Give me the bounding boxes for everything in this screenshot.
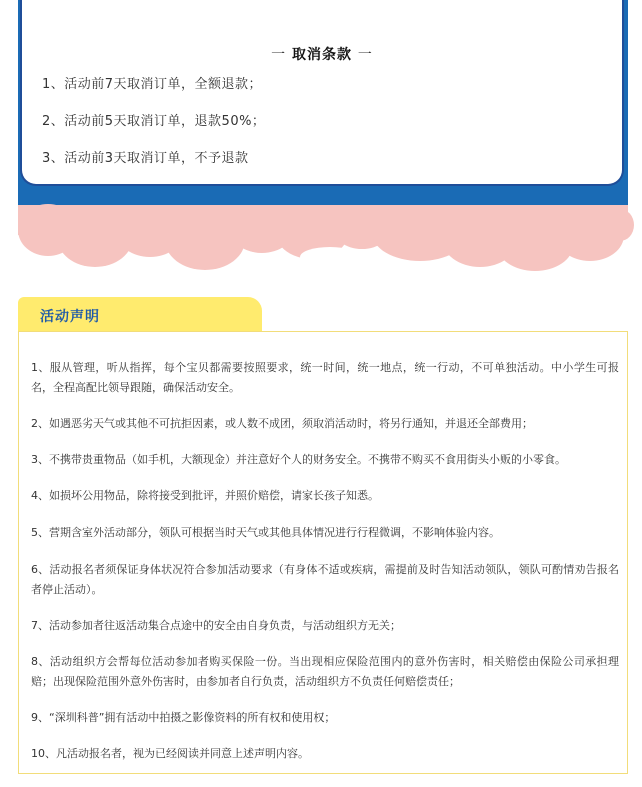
cancel-term-item: 1、活动前7天取消订单，全额退款； bbox=[42, 77, 263, 92]
title-dash-right: 一 bbox=[357, 47, 373, 63]
statement-item: 8、活动组织方会帮每位活动参加者购买保险一份。当出现相应保险范围内的意外伤害时，相关赔偿由保险公司承担理赔；出现保险范围外意外伤害时，由参加者自行负责，活动组织方不负责任何赔偿责任； bbox=[31, 655, 619, 688]
cancel-term-item: 3、活动前3天取消订单，不予退款 bbox=[42, 151, 249, 166]
cancel-term-item: 2、活动前5天取消订单，退款50%； bbox=[42, 114, 266, 129]
statement-tab bbox=[18, 297, 262, 333]
statement-item: 1、服从管理，听从指挥，每个宝贝都需要按照要求，统一时间，统一地点，统一行动，不可单独活动。中小学生可报名，全程高配比领导跟随，确保活动安全。 bbox=[31, 361, 619, 394]
cancel-terms-card bbox=[20, 0, 624, 186]
statement-title: 活动声明 bbox=[40, 309, 100, 325]
statement-item: 10、凡活动报名者，视为已经阅读并同意上述声明内容。 bbox=[31, 747, 309, 760]
statement-item: 5、营期含室外活动部分，领队可根据当时天气或其他具体情况进行行程微调，不影响体验内容。 bbox=[31, 526, 500, 539]
cancel-terms-title-text: 取消条款 bbox=[292, 47, 352, 63]
statement-panel bbox=[18, 331, 628, 774]
statement-item: 6、活动报名者须保证身体状况符合参加活动要求（有身体不适或疾病，需提前及时告知活动领队，领队可酌情劝告报名者停止活动）。 bbox=[31, 563, 619, 596]
statement-item: 7、活动参加者往返活动集合点途中的安全由自身负责，与活动组织方无关； bbox=[31, 619, 401, 632]
title-dash-left: 一 bbox=[271, 47, 287, 63]
statement-item: 3、不携带贵重物品（如手机，大额现金）并注意好个人的财务安全。不携带不购买不食用街头小贩的小零食。 bbox=[31, 453, 566, 466]
cancel-terms-title bbox=[22, 44, 622, 64]
statement-item: 9、“深圳科普”拥有活动中拍摄之影像资料的所有权和使用权； bbox=[31, 711, 336, 724]
statement-item: 2、如遇恶劣天气或其他不可抗拒因素，或人数不成团，须取消活动时，将另行通知，并退还全部费用； bbox=[31, 417, 533, 430]
pink-clouds-decoration bbox=[0, 195, 642, 280]
statement-item: 4、如损坏公用物品，除将接受到批评，并照价赔偿，请家长孩子知悉。 bbox=[31, 489, 379, 502]
